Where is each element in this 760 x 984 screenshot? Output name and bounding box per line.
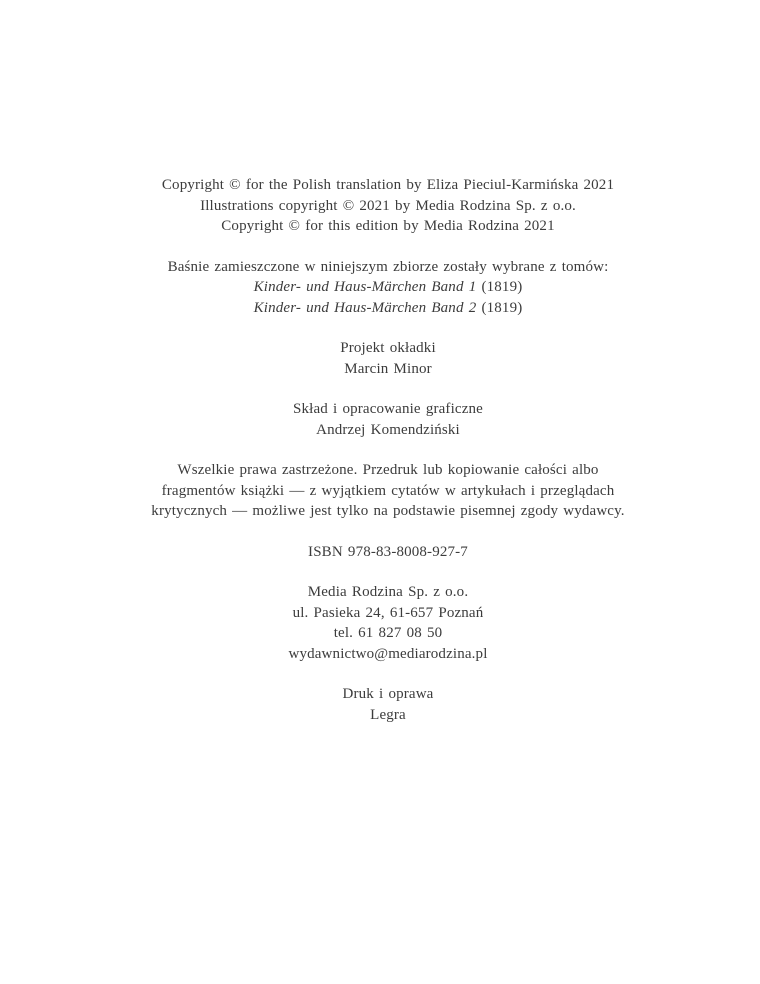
cover-design-heading: Projekt okładki bbox=[340, 340, 436, 356]
volume-1-line bbox=[16, 277, 760, 298]
volume-1-title: Kinder- und Haus-Märchen Band 1 bbox=[253, 279, 477, 295]
publisher-phone: tel. 61 827 08 50 bbox=[333, 625, 443, 641]
copyright-block bbox=[16, 175, 760, 237]
source-block bbox=[16, 257, 760, 319]
rights-notice-line-1: Wszelkie prawa zastrzeżone. Przedruk lub kopiowanie całości albo bbox=[177, 462, 599, 478]
volume-2-title: Kinder- und Haus-Märchen Band 2 bbox=[253, 299, 477, 316]
copyright-illustrations-line: Illustrations copyright © 2021 by Media Rodzina Sp. z o.o. bbox=[200, 197, 576, 214]
publisher-address: ul. Pasieka 24, 61-657 Poznań bbox=[292, 604, 484, 621]
source-intro: Baśnie zamieszczone w niniejszym zbiorze zostały wybrane z tomów: bbox=[167, 258, 609, 275]
publisher-name: Media Rodzina Sp. z o.o. bbox=[307, 584, 469, 600]
volume-1-year: (1819) bbox=[481, 279, 523, 295]
copyright-translation-line: Copyright © for the Polish translation by Eliza Pieciul-Karmińska 2021 bbox=[161, 177, 615, 193]
typesetter-name: Andrzej Komendziński bbox=[316, 421, 460, 438]
cover-design-block bbox=[16, 338, 760, 379]
cover-designer-name: Marcin Minor bbox=[344, 360, 432, 377]
rights-notice-line-2: fragmentów książki — z wyjątkiem cytatów w artykułach i przeglądach bbox=[161, 482, 615, 499]
isbn: ISBN 978-83-8008-927-7 bbox=[308, 543, 468, 560]
colophon bbox=[16, 175, 760, 725]
volume-2-line bbox=[16, 298, 760, 319]
publisher-block bbox=[16, 582, 760, 664]
printing-block bbox=[16, 684, 760, 725]
isbn-block bbox=[16, 542, 760, 563]
rights-notice bbox=[16, 460, 760, 522]
typesetting-block bbox=[16, 399, 760, 440]
copyright-edition-line: Copyright © for this edition by Media Rodzina 2021 bbox=[221, 218, 555, 234]
typesetting-heading: Skład i opracowanie graficzne bbox=[293, 401, 483, 417]
volume-2-year: (1819) bbox=[481, 299, 523, 316]
publisher-email: wydawnictwo@mediarodzina.pl bbox=[288, 645, 488, 662]
printing-heading: Druk i oprawa bbox=[342, 686, 434, 702]
printer-name: Legra bbox=[370, 706, 406, 723]
rights-notice-line-3: krytycznych — możliwe jest tylko na podstawie pisemnej zgody wydawcy. bbox=[151, 503, 625, 519]
